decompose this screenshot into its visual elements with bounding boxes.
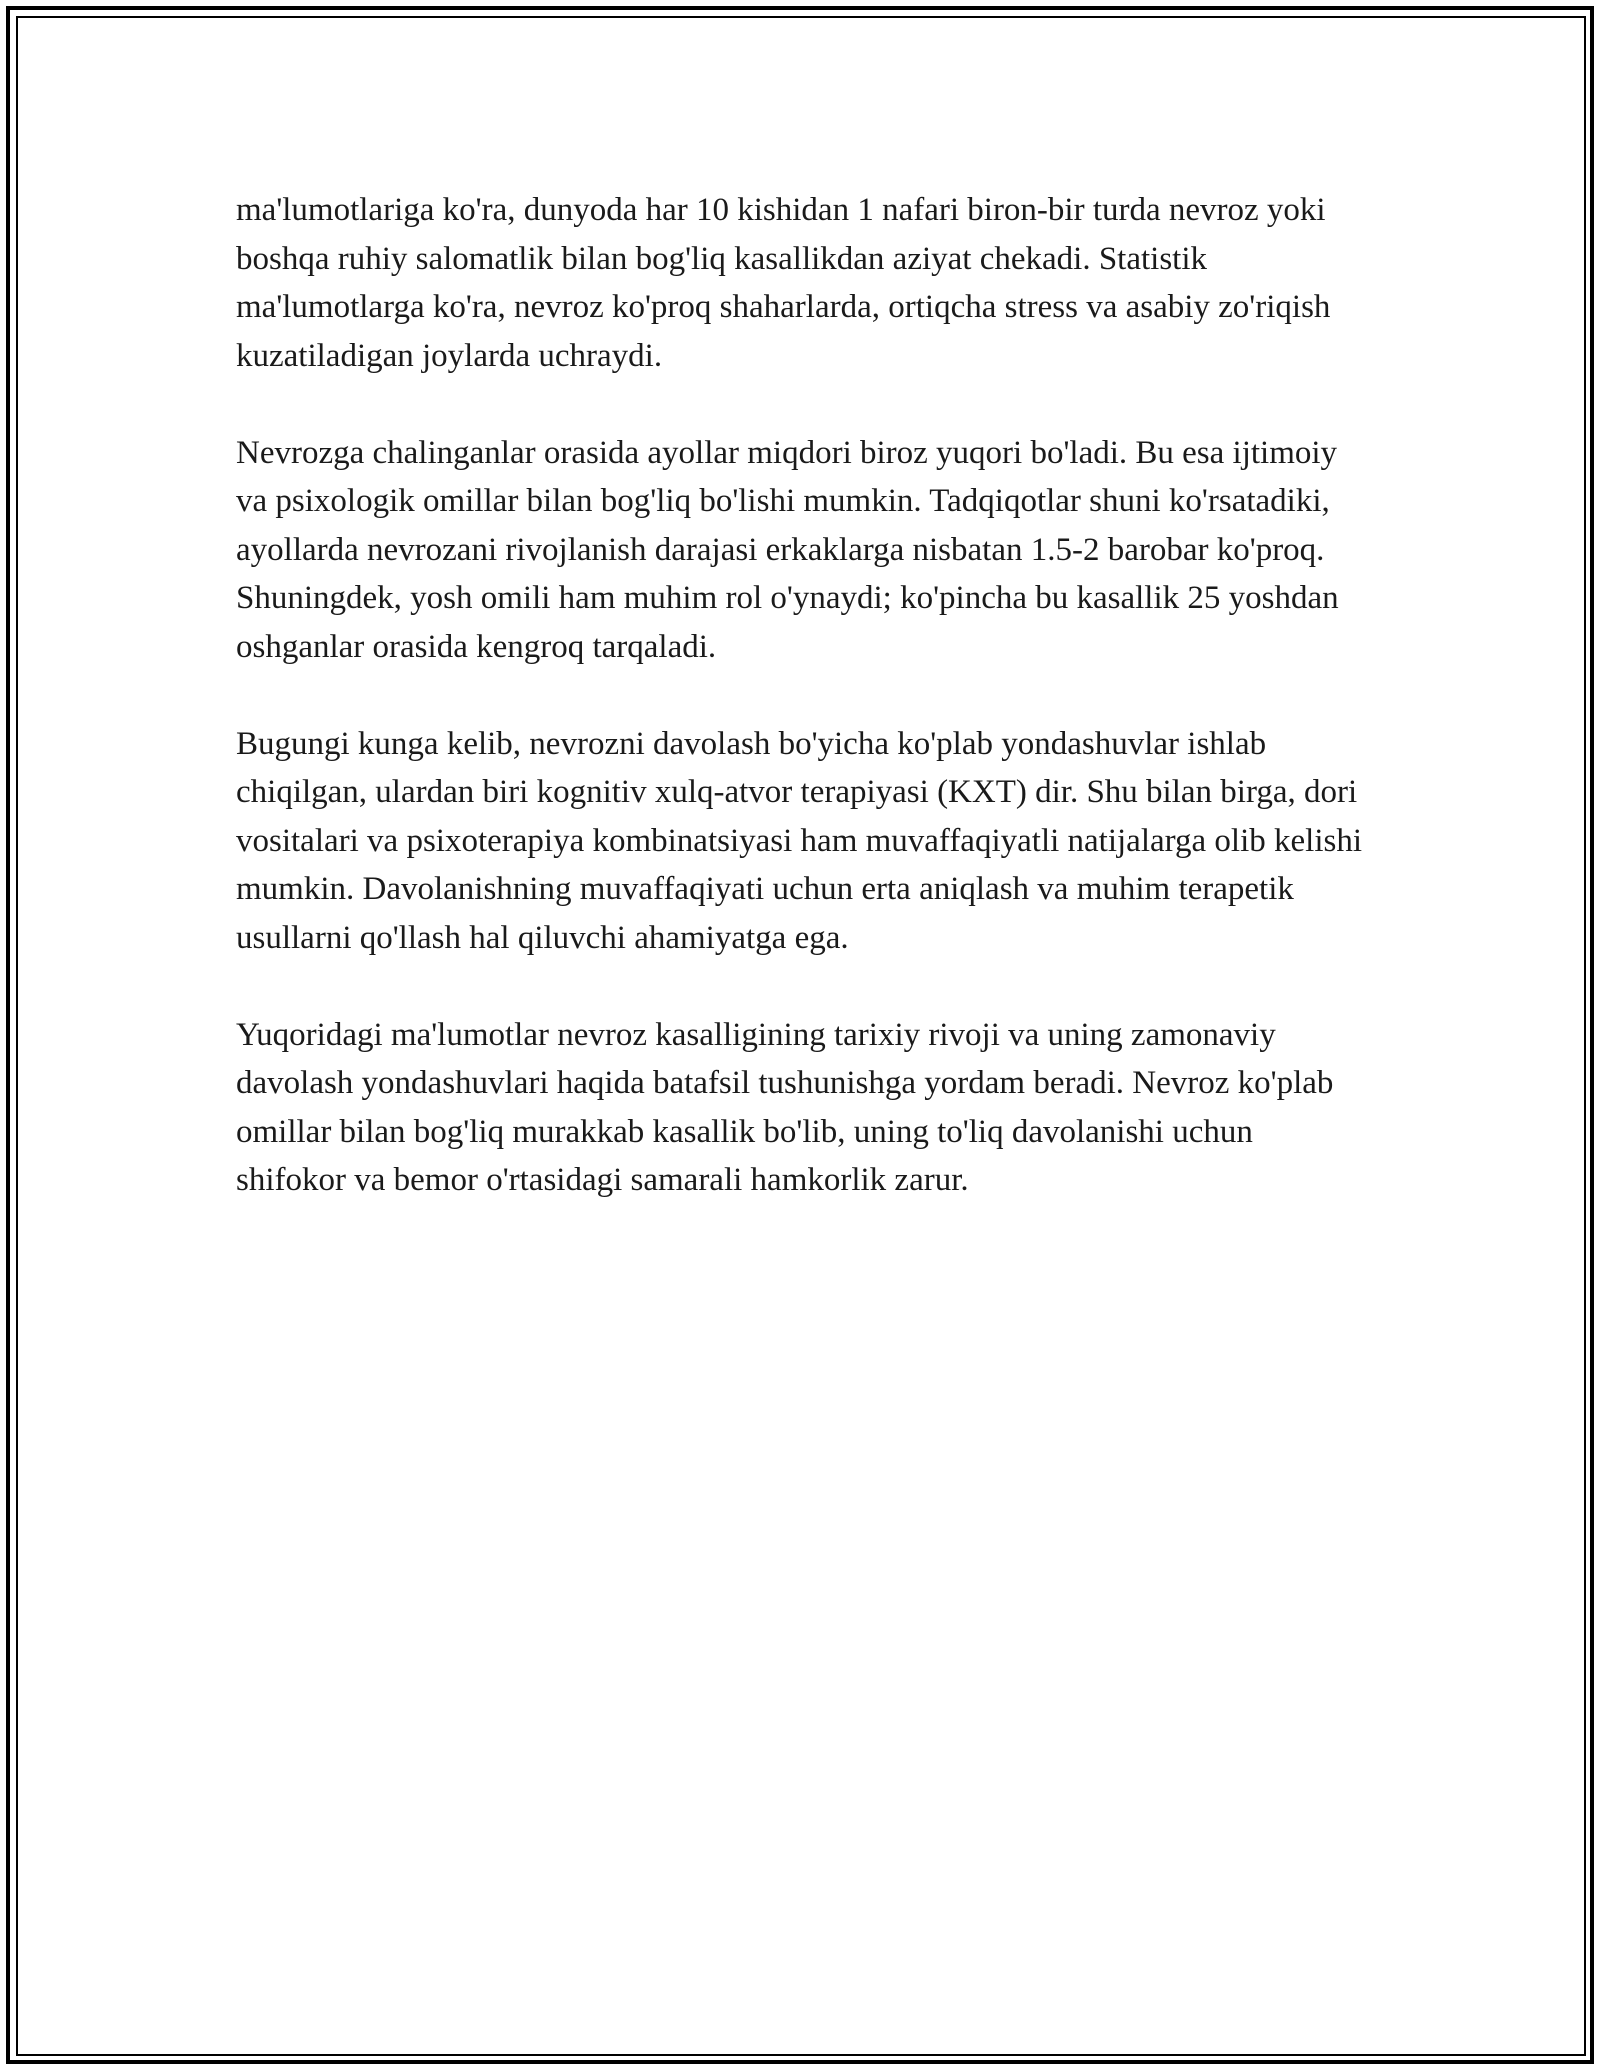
paragraph-2: Nevrozga chalinganlar orasida ayollar miqdori biroz yuqori bo'ladi. Bu esa ijtimoiy va psixologik omillar bilan bog'liq bo'lishi mumkin. Tadqiqotlar shuni ko'rsatadiki, ayollarda nevrozani rivojlanish darajasi erkaklarga nisbatan 1.5-2 barobar ko'proq. Shuningdek, yosh omili ham muhim rol o'ynaydi; ko'pincha bu kasallik 25 yoshdan oshganlar orasida kengroq tarqaladi. [236,434,1339,665]
paragraph-4: Yuqoridagi ma'lumotlar nevroz kasalligining tarixiy rivoji va uning zamonaviy davolash yondashuvlari haqida batafsil tushunishga yordam beradi. Nevroz ko'plab omillar bilan bog'liq murakkab kasallik bo'lib, uning to'liq davolanishi uchun shifokor va bemor o'rtasidagi samarali hamkorlik zarur. [236,1016,1334,1198]
document-body [236,186,1366,1253]
paragraph-1: ma'lumotlariga ko'ra, dunyoda har 10 kishidan 1 nafari biron-bir turda nevroz yoki boshqa ruhiy salomatlik bilan bog'liq kasallikdan aziyat chekadi. Statistik ma'lumotlarga ko'ra, nevroz ko'proq shaharlarda, ortiqcha stress va asabiy zo'riqish kuzatiladigan joylarda uchraydi. [236,192,1331,374]
paragraph-3: Bugungi kunga kelib, nevrozni davolash bo'yicha ko'plab yondashuvlar ishlab chiqilgan, ulardan biri kognitiv xulq-atvor terapiyasi (KXT) dir. Shu bilan birga, dori vositalari va psixoterapiya kombinatsiyasi ham muvaffaqiyatli natijalarga olib kelishi mumkin. Davolanishning muvaffaqiyati uchun erta aniqlash va muhim terapetik usullarni qo'llash hal qiluvchi ahamiyatga ega. [236,725,1363,956]
